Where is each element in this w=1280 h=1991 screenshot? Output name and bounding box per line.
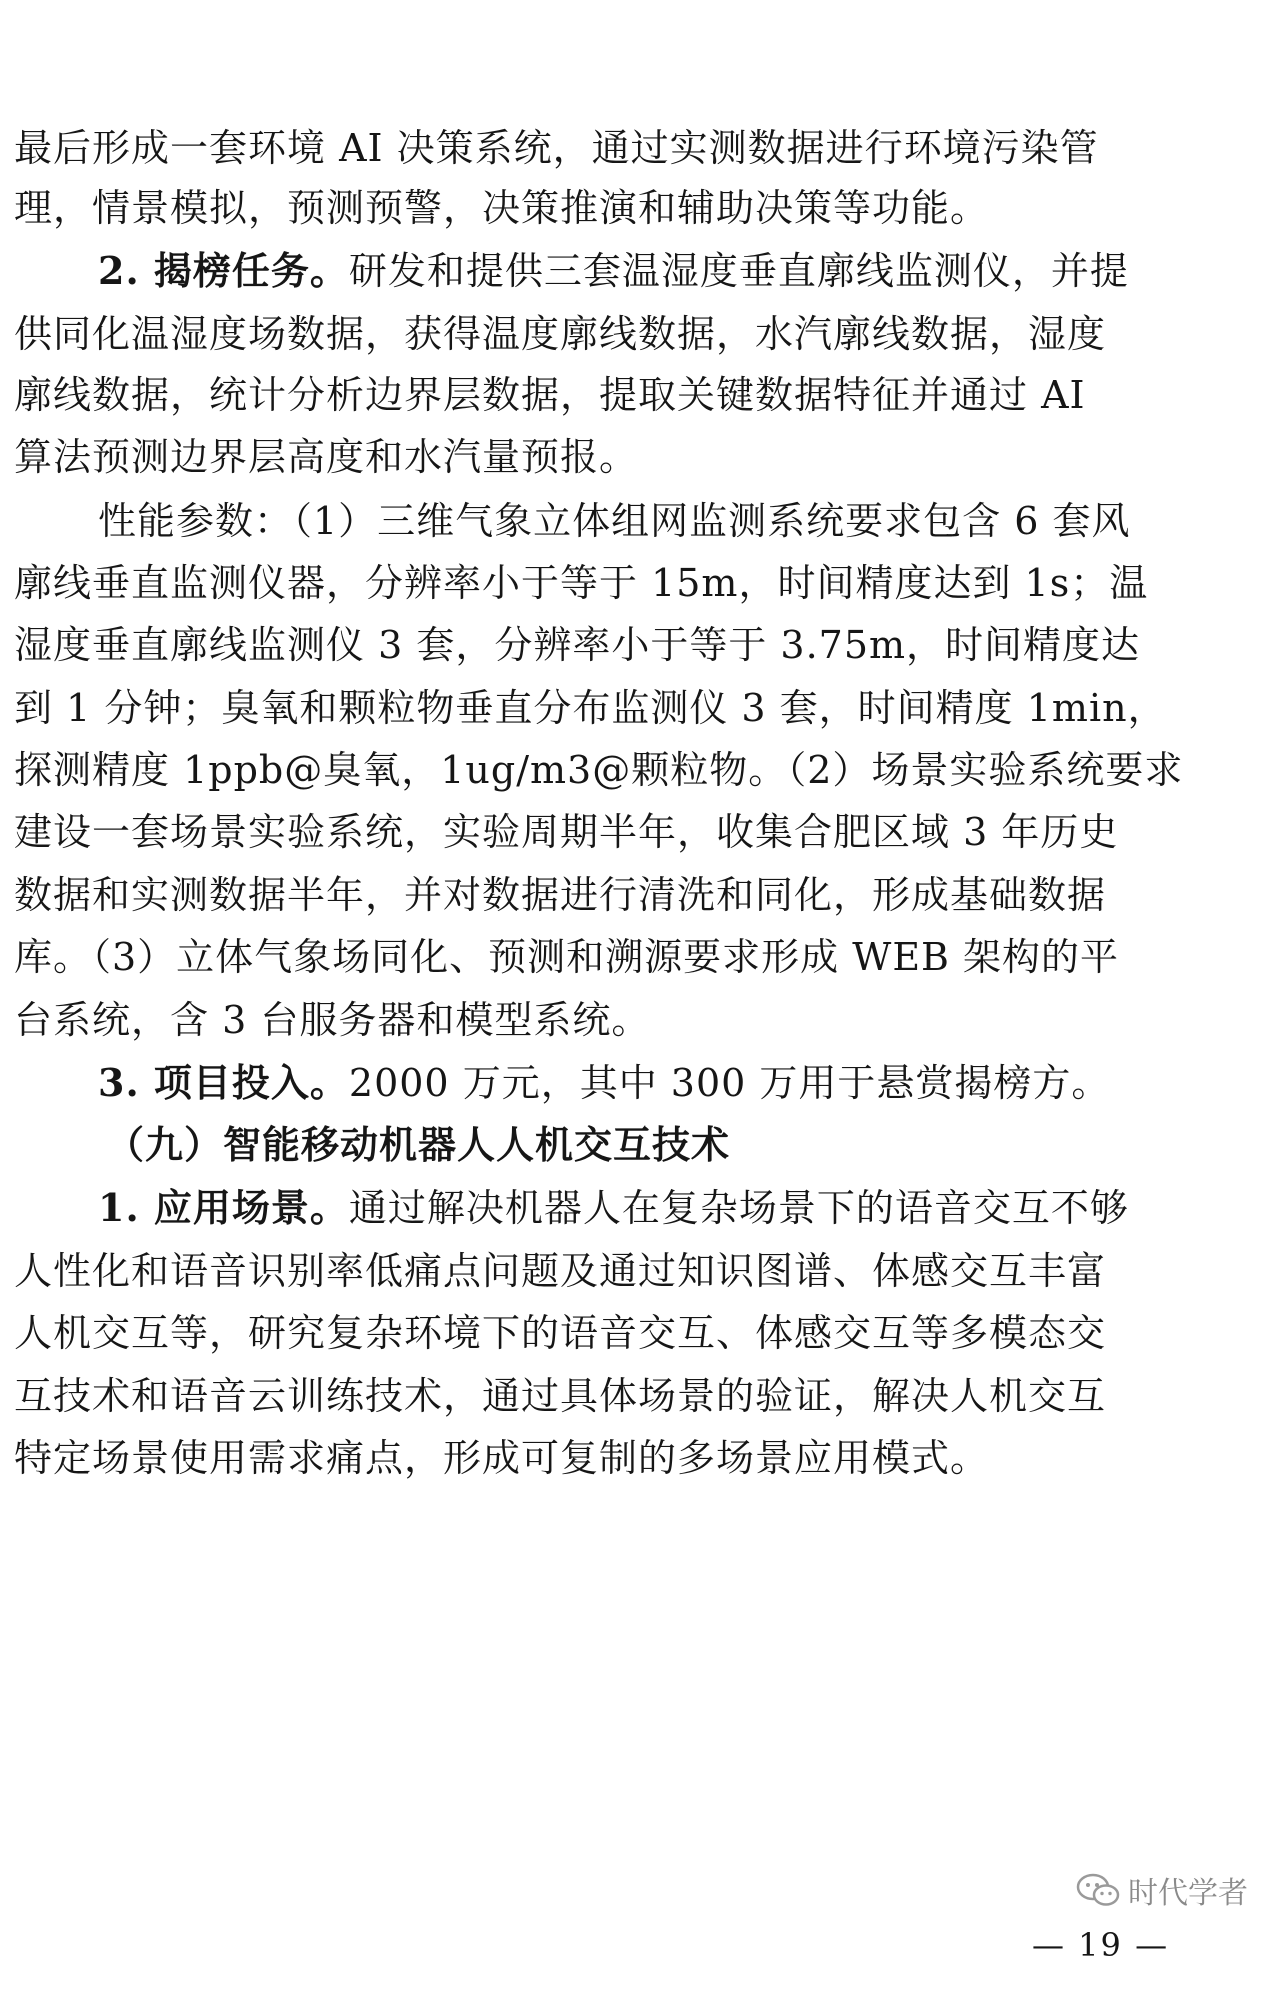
paragraph-line: 性能参数：（1）三维气象立体组网监测系统要求包含 6 套风: [98, 499, 1131, 543]
paragraph-line: 数据和实测数据半年，并对数据进行清洗和同化，形成基础数据: [14, 873, 1107, 917]
section-lead: 2. 揭榜任务。: [98, 248, 349, 293]
paragraph-line: 最后形成一套环境 AI 决策系统，通过实测数据进行环境污染管: [14, 126, 1099, 170]
section-text: 2000 万元，其中 300 万用于悬赏揭榜方。: [348, 1061, 1111, 1105]
page-number: — 19 —: [1032, 1926, 1170, 1964]
paragraph-line: [98, 1053, 1110, 1113]
paragraph-line: 算法预测边界层高度和水汽量预报。: [14, 435, 639, 479]
paragraph-line: 互技术和语音云训练技术，通过具体场景的验证，解决人机交互: [14, 1374, 1107, 1418]
paragraph-line: [98, 1178, 1129, 1238]
paragraph-line: 廓线数据，统计分析边界层数据，提取关键数据特征并通过 AI: [14, 373, 1086, 417]
section-lead: 3. 项目投入。: [98, 1060, 349, 1105]
paragraph-line: 人机交互等，研究复杂环境下的语音交互、体感交互等多模态交: [14, 1311, 1107, 1355]
paragraph-line: 理，情景模拟，预测预警，决策推演和辅助决策等功能。: [14, 186, 990, 230]
watermark: [1076, 1868, 1248, 1912]
paragraph-line: 到 1 分钟；臭氧和颗粒物垂直分布监测仪 3 套，时间精度 1min，: [14, 686, 1167, 730]
section-lead: 1. 应用场景。: [98, 1185, 349, 1230]
section-text: 通过解决机器人在复杂场景下的语音交互不够: [348, 1186, 1129, 1230]
paragraph-line: 建设一套场景实验系统，实验周期半年，收集合肥区域 3 年历史: [14, 810, 1119, 854]
paragraph-line: 特定场景使用需求痛点，形成可复制的多场景应用模式。: [14, 1436, 990, 1480]
paragraph-line: [98, 241, 1129, 301]
paragraph-line: 湿度垂直廓线监测仪 3 套，分辨率小于等于 3.75m，时间精度达: [14, 623, 1141, 667]
section-text: 研发和提供三套温湿度垂直廓线监测仪，并提: [348, 249, 1129, 293]
wechat-icon: [1076, 1873, 1120, 1907]
paragraph-line: 库。（3）立体气象场同化、预测和溯源要求形成 WEB 架构的平: [14, 935, 1120, 979]
paragraph-line: 台系统，含 3 台服务器和模型系统。: [14, 998, 651, 1042]
paragraph-line: 人性化和语音识别率低痛点问题及通过知识图谱、体感交互丰富: [14, 1249, 1107, 1293]
paragraph-line: 供同化温湿度场数据，获得温度廓线数据，水汽廓线数据，湿度: [14, 312, 1107, 356]
paragraph-line: 廓线垂直监测仪器，分辨率小于等于 15m，时间精度达到 1s；温: [14, 561, 1149, 605]
section-heading: （九）智能移动机器人人机交互技术: [106, 1122, 731, 1167]
paragraph-line: 探测精度 1ppb@臭氧，1ug/m3@颗粒物。（2）场景实验系统要求: [14, 748, 1184, 792]
watermark-text: 时代学者: [1128, 1876, 1248, 1911]
